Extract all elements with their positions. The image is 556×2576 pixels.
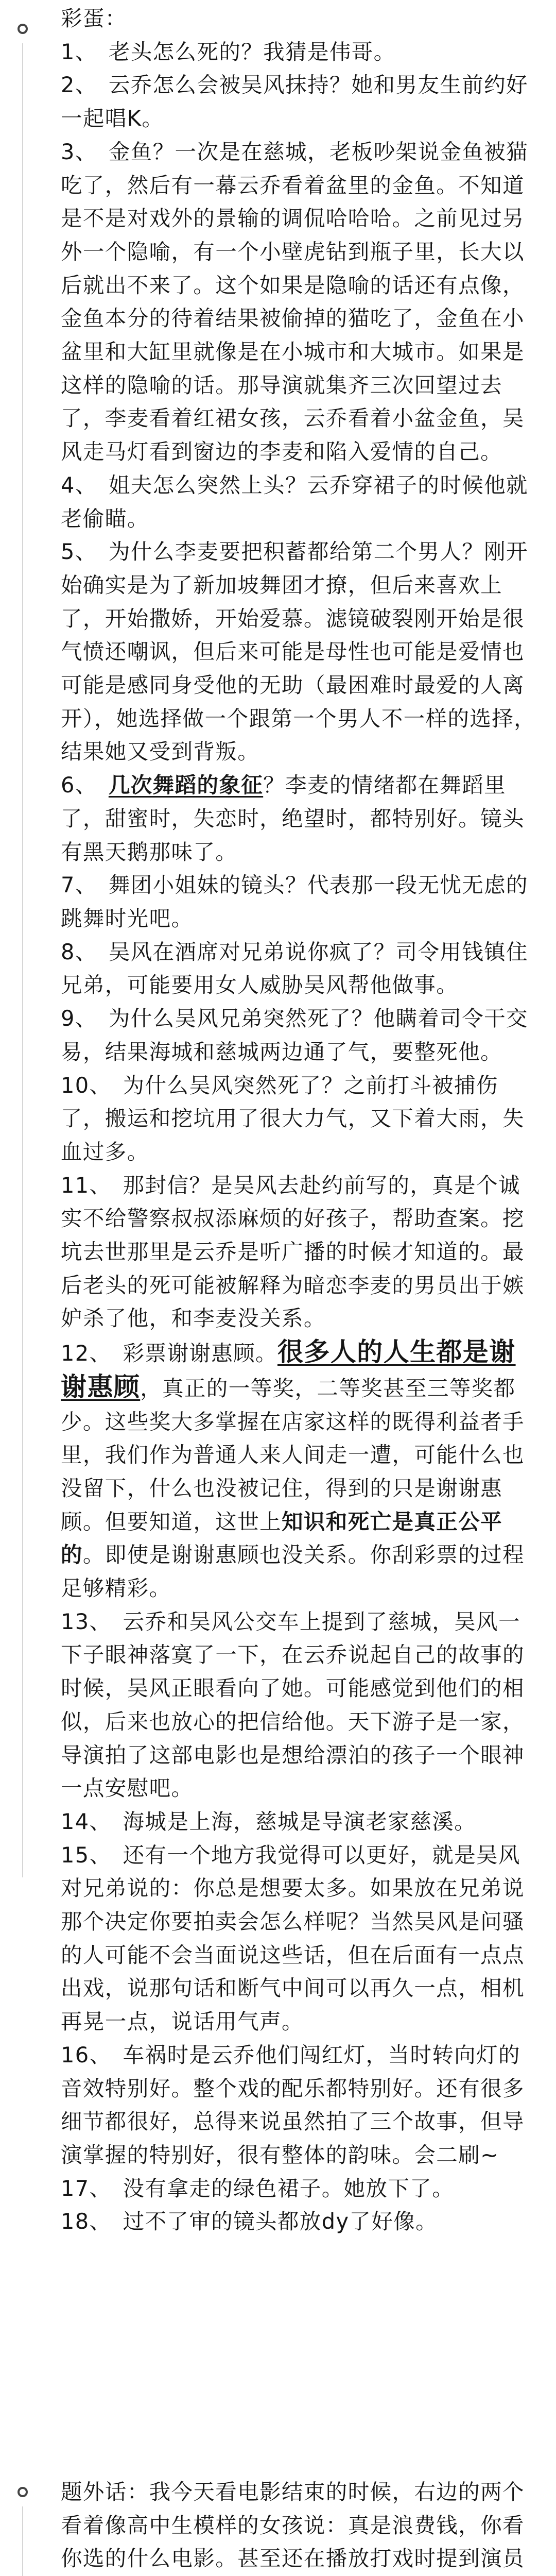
spoiler-heading: 彩蛋： — [61, 6, 127, 31]
spoiler-item: 7、 舞团小姐妹的镜头？代表那一段无忧无虑的跳舞时光吧。 — [61, 872, 528, 931]
spoiler-item: 12、 彩票谢谢惠顾。很多人的人生都是谢谢惠顾，真正的一等奖，二等奖甚至三等奖都少。这些奖大多掌握在店家这样的既得利益者手里，我们作为普通人来人间走一遭，可能什么也没留下，什么也没被记住，得到的只是谢谢惠顾。但要知道，这世上知识和死亡是真正公平的。即使是谢谢惠顾也没关系。你刮彩票的过程足够精彩。 — [61, 1337, 525, 1601]
spoiler-item: 18、 过不了审的镜头都放dy了好像。 — [61, 2209, 438, 2234]
highlight-text: 几次舞蹈的象征 — [108, 772, 264, 798]
highlight-text: 很多人的人生都是谢谢惠顾 — [61, 1337, 516, 1402]
bullet-icon — [18, 24, 28, 34]
highlight-text: 知识和死亡是真正公平的 — [61, 1509, 503, 1568]
divider-line — [22, 43, 23, 1877]
spoiler-item: 10、 为什么吴风突然死了？之前打斗被捕伤了，搬运和挖坑用了很大力气，又下着大雨，失血过多。 — [61, 1072, 525, 1164]
aside-paragraph: 题外话：我今天看电影结束的时候，右边的两个看着像高中生模样的女孩说：真是浪费钱，你看你选的什么电影。甚至还在播放打戏时提到演员 — [61, 2479, 525, 2571]
spoiler-item: 8、 吴风在酒席对兄弟说你疯了？司令用钱镇住兄弟，可能要用女人威胁吴风帮他做事。 — [61, 939, 528, 998]
spoiler-item: 5、 为什么李麦要把积蓄都给第二个男人？刚开始确实是为了新加坡舞团才撩，但后来喜欢上了，开始撒娇，开始爱慕。滤镜破裂刚开始是很气愤还嘲讽，但后来可能是母性也可能是爱情也可能是感同身受他的无助（最困难时最爱的人离开），她选择做一个跟第一个男人不一样的选择，结果她又受到背叛。 — [61, 539, 536, 765]
spoiler-item: 9、 为什么吴风兄弟突然死了？他瞒着司令干交易，结果海城和慈城两边通了气，要整死他。 — [61, 1006, 528, 1064]
spoiler-item: 4、 姐夫怎么突然上头？云乔穿裙子的时候他就老偷瞄。 — [61, 472, 528, 531]
spoiler-section — [0, 2, 556, 2239]
spoiler-item: 1、 老头怎么死的？我猜是伟哥。 — [61, 39, 396, 64]
spoiler-item: 13、 云乔和吴风公交车上提到了慈城，吴风一下子眼神落寞了一下，在云乔说起自己的故事的时候，吴风正眼看向了她。可能感觉到他们的相似，后来也放心的把信给他。天下游子是一家，导演拍了这部电影也是想给漂泊的孩子一个眼神一点安慰吧。 — [61, 1608, 525, 1801]
divider-line — [22, 2506, 23, 2576]
spoiler-item: 3、 金鱼？一次是在慈城，老板吵架说金鱼被猫吃了，然后有一幕云乔看着盆里的金鱼。不知道是不是对戏外的景输的调侃哈哈哈。之前见过另外一个隐喻，有一个小壁虎钻到瓶子里，长大以后就出不来了。这个如果是隐喻的话还有点像，金鱼本分的待着结果被偷掉的猫吃了，金鱼在小盆里和大缸里就像是在小城市和大城市。如果是这样的隐喻的话。那导演就集齐三次回望过去了，李麦看着红裙女孩，云乔看着小盆金鱼，吴风走马灯看到窗边的李麦和陷入爱情的自己。 — [61, 139, 528, 465]
spoiler-item: 17、 没有拿走的绿色裙子。她放下了。 — [61, 2175, 455, 2201]
spoiler-item: 16、 车祸时是云乔他们闯红灯，当时转向灯的音效特别好。整个戏的配乐都特别好。还有很多细节都很好，总得来说虽然拍了三个故事，但导演掌握的特别好，很有整体的韵味。会二刷~ — [61, 2042, 525, 2167]
spoiler-item: 14、 海城是上海，慈城是导演老家慈溪。 — [61, 1808, 477, 1834]
spoiler-item: 2、 云乔怎么会被吴风抹持？她和男友生前约好一起唱K。 — [61, 72, 528, 131]
bullet-icon — [18, 2487, 28, 2497]
spoiler-item: 6、 几次舞蹈的象征？李麦的情绪都在舞蹈里了，甜蜜时，失恋时，绝望时，都特别好。镜头有黑天鹅那味了。 — [61, 772, 525, 865]
aside-section — [0, 2476, 556, 2576]
spoiler-item: 11、 那封信？是吴风去赴约前写的，真是个诚实不给警察叔叔添麻烦的好孩子，帮助查案。挖坑去世那里是云乔是听广播的时候才知道的。最后老头的死可能被解释为暗恋李麦的男员出于嫉妒杀了他，和李麦没关系。 — [61, 1172, 525, 1331]
spoiler-item: 15、 还有一个地方我觉得可以更好，就是吴风对兄弟说的：你总是想要太多。如果放在兄弟说那个决定你要拍卖会怎么样呢？当然吴风是问骚的人可能不会当面说这些话，但在后面有一点点出戏，说那句话和断气中间可以再久一点，相机再晃一点，说话用气声。 — [61, 1842, 525, 2035]
